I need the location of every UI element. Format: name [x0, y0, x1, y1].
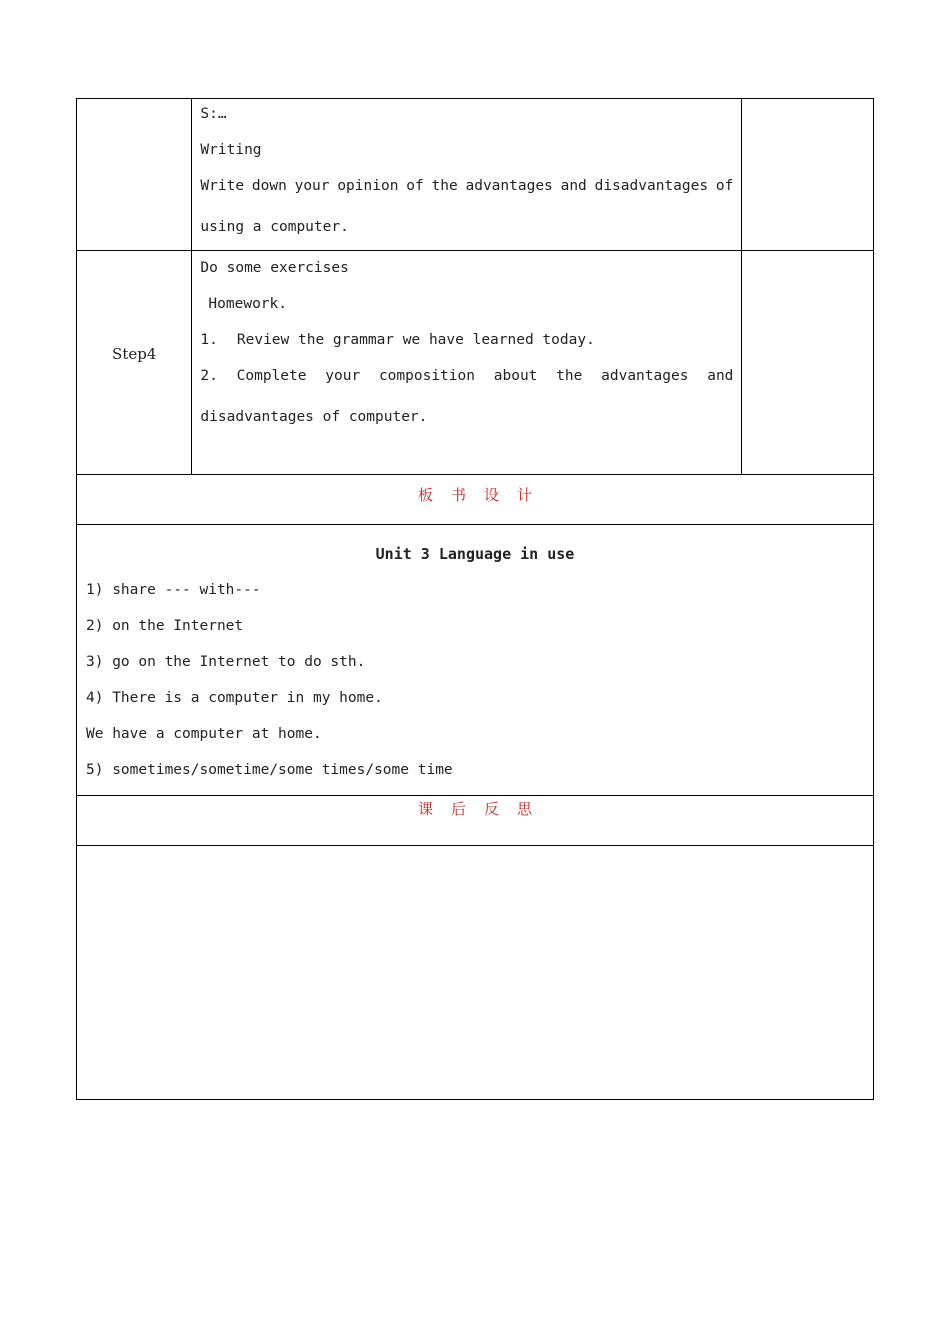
- lesson-plan-table: [76, 98, 874, 1100]
- blackboard-content-cell: [77, 525, 874, 796]
- dialogue-line: S:…: [200, 106, 227, 122]
- word: and: [560, 178, 587, 194]
- blackboard-item: 1) share --- with---: [86, 582, 261, 598]
- word: composition: [378, 368, 475, 384]
- item-number: 1.: [200, 332, 218, 348]
- writing-instruction-cont: using a computer.: [200, 219, 349, 235]
- reflection-heading-cell: [77, 796, 874, 846]
- homework-heading: Homework.: [208, 296, 287, 312]
- writing-heading: Writing: [200, 142, 262, 158]
- word: Write: [200, 178, 245, 194]
- word: about: [493, 368, 538, 384]
- blackboard-item: 2) on the Internet: [86, 618, 244, 634]
- item-text: Review the grammar we have learned today.: [236, 332, 595, 348]
- word: and: [707, 368, 734, 384]
- word: of: [715, 178, 734, 194]
- step4-label: Step4: [112, 345, 157, 363]
- blackboard-title: Unit 3 Language in use: [375, 545, 575, 563]
- reflection-body-row: [77, 846, 874, 1100]
- reflection-heading: 课 后 反 思: [417, 800, 533, 818]
- blackboard-item: 3) go on the Internet to do sth.: [86, 654, 366, 670]
- word: advantages: [601, 368, 689, 384]
- blackboard-content-row: [77, 525, 874, 796]
- item-number: 2.: [200, 368, 218, 384]
- word: opinion: [337, 178, 399, 194]
- writing-row: [77, 99, 874, 251]
- step4-label-cell: [77, 251, 192, 475]
- word: the: [556, 368, 583, 384]
- blackboard-item: 4) There is a computer in my home.: [86, 690, 383, 706]
- blackboard-heading-row: [77, 475, 874, 525]
- word: of: [406, 178, 424, 194]
- writing-content-cell: [192, 99, 742, 251]
- reflection-body-cell: [77, 846, 874, 1100]
- reflection-heading-row: [77, 796, 874, 846]
- notes-cell-empty: [742, 99, 874, 251]
- blackboard-item: We have a computer at home.: [86, 726, 322, 742]
- homework-item-2-cont: disadvantages of computer.: [200, 409, 428, 425]
- homework-item-1: [200, 327, 733, 363]
- step4-content-cell: [192, 251, 742, 475]
- blackboard-item: 5) sometimes/sometime/some times/some time: [86, 762, 453, 778]
- blackboard-heading: 板 书 设 计: [417, 486, 533, 504]
- step4-row: [77, 251, 874, 475]
- word: your: [294, 178, 330, 194]
- step-cell-empty: [77, 99, 192, 251]
- blackboard-heading-cell: [77, 475, 874, 525]
- word: disadvantages: [594, 178, 709, 194]
- word: advantages: [465, 178, 553, 194]
- homework-item-2: [200, 363, 733, 404]
- word: your: [325, 368, 361, 384]
- word: the: [431, 178, 458, 194]
- word: down: [251, 178, 287, 194]
- exercises-line: Do some exercises: [200, 260, 349, 276]
- writing-instruction: [200, 173, 733, 214]
- word: Complete: [236, 368, 307, 384]
- notes-cell-empty: [742, 251, 874, 475]
